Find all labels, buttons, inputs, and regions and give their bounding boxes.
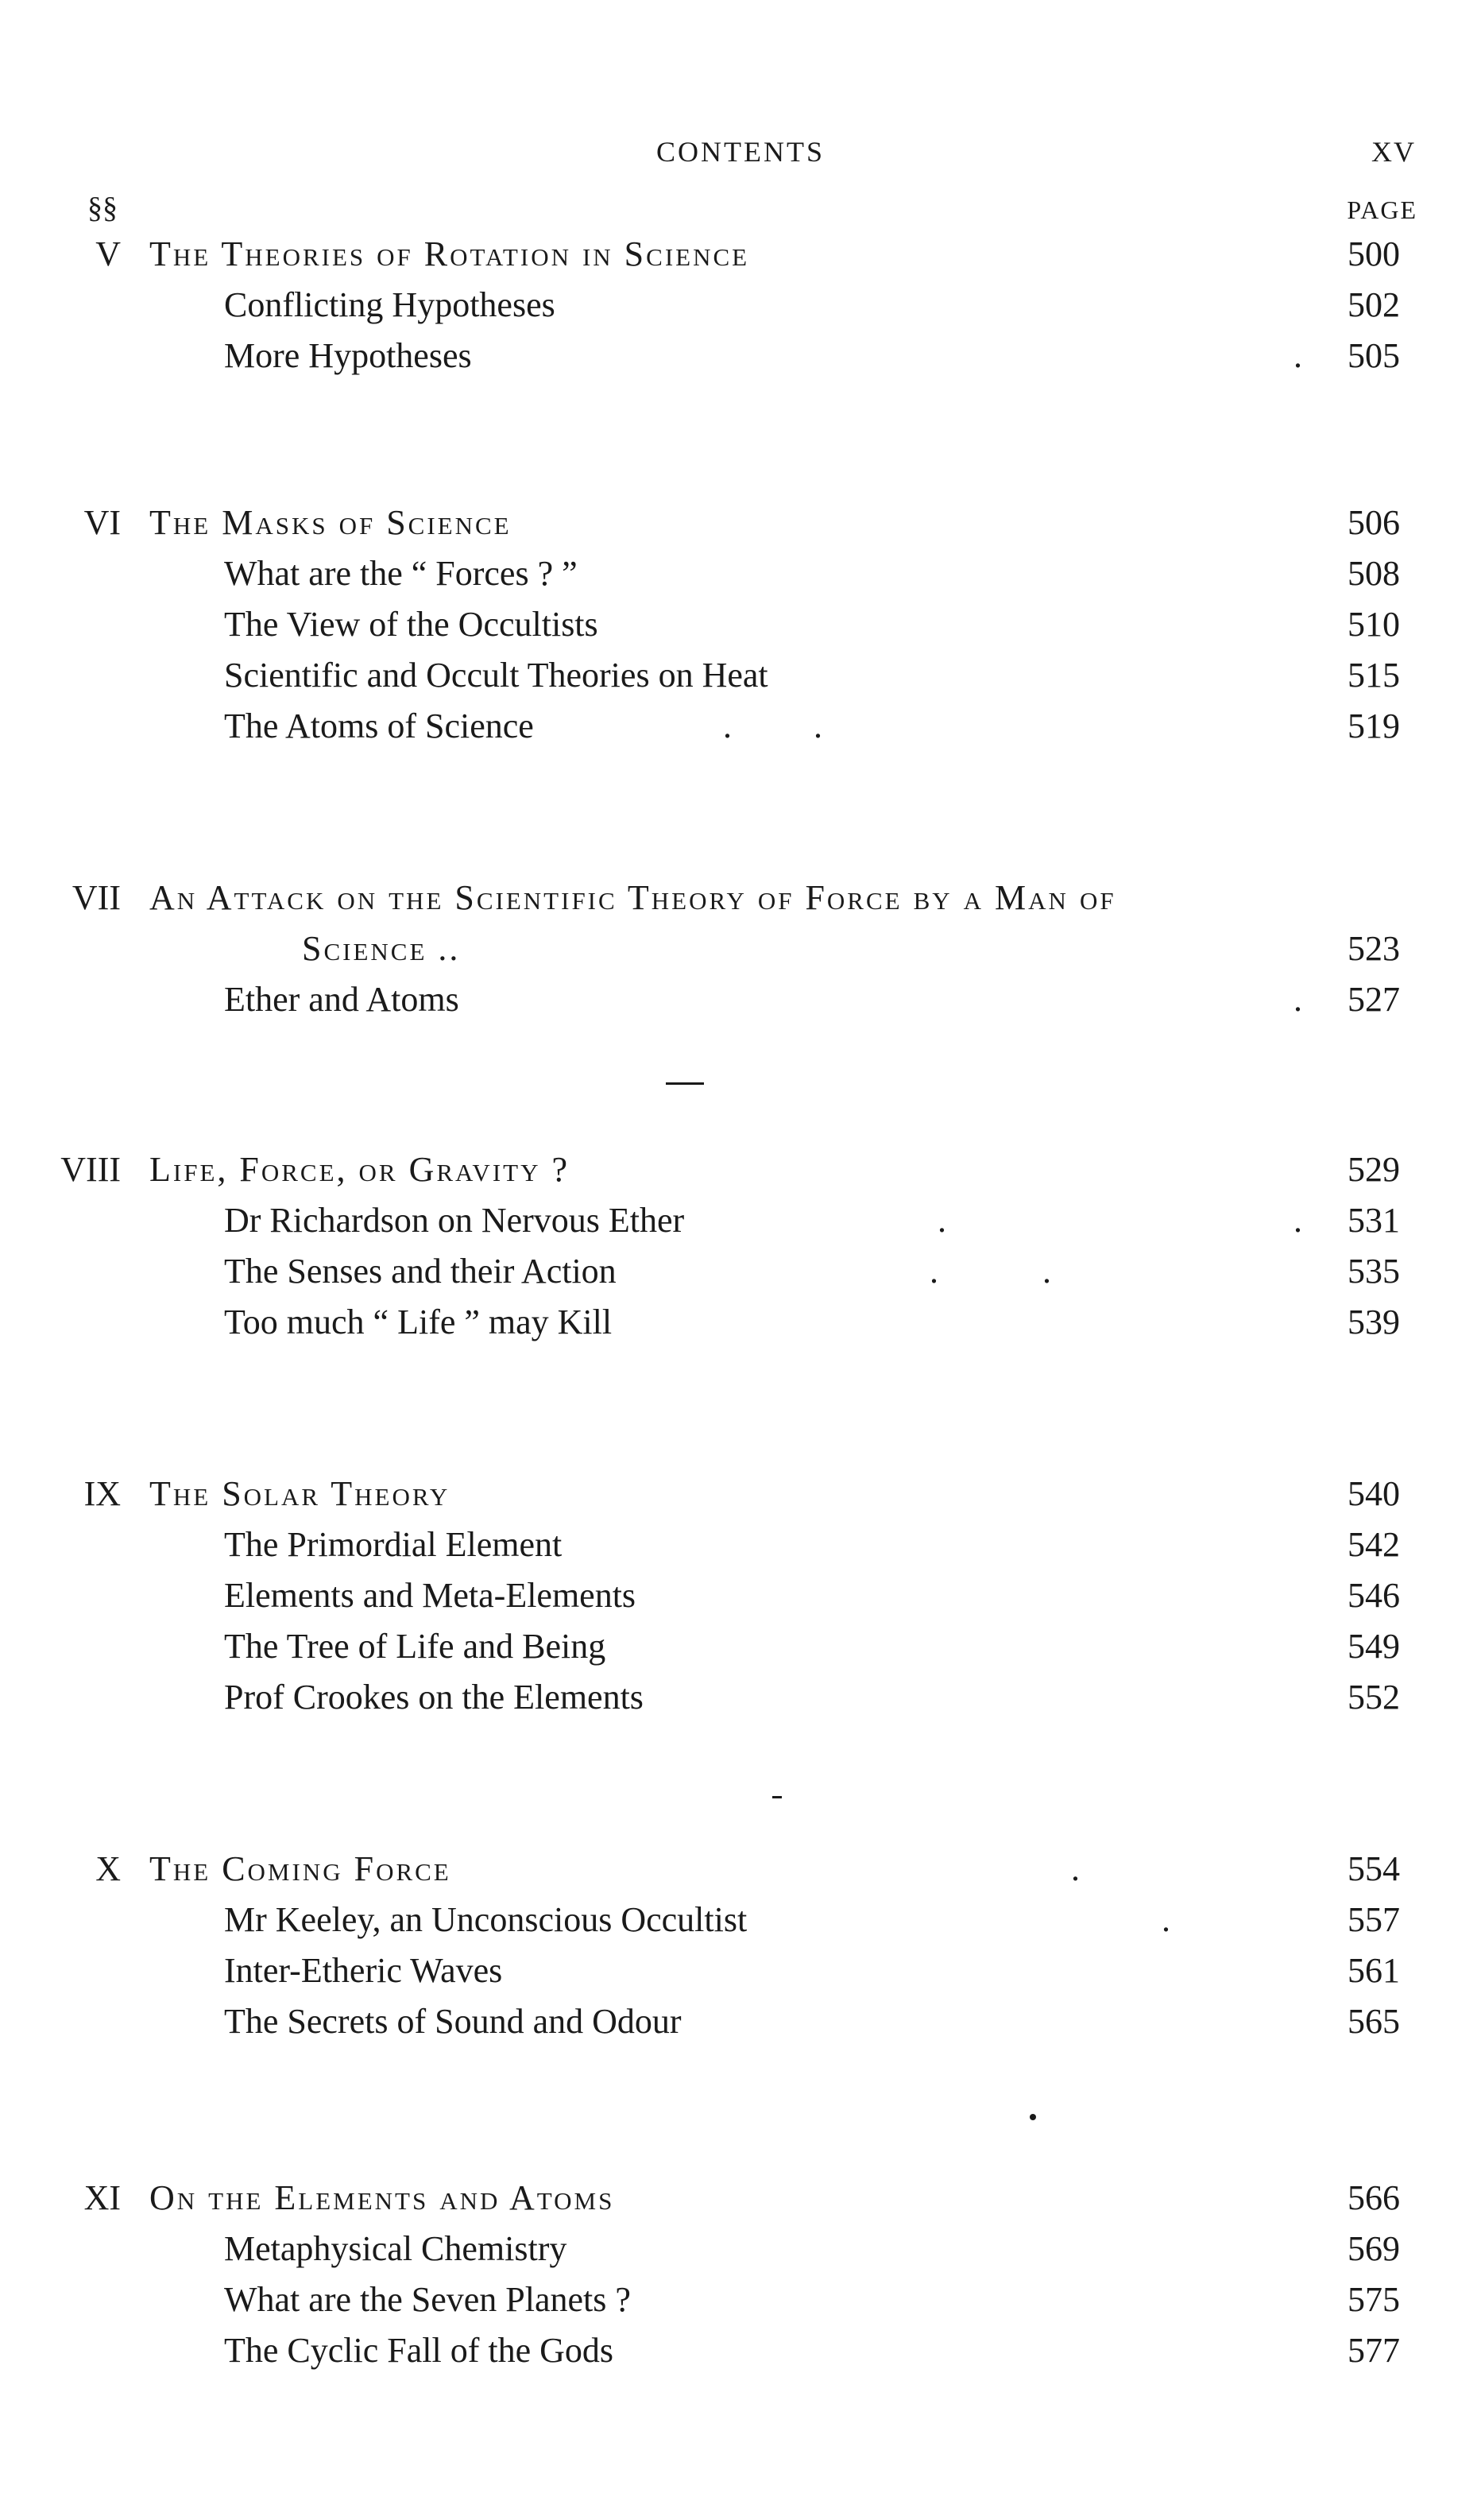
chapter-title: An Attack on the Scientific Theory of Force by a Man of xyxy=(149,878,1116,917)
leader-dot: . xyxy=(930,1252,938,1291)
page-number: 500 xyxy=(1348,234,1400,273)
entry-row xyxy=(0,2327,1481,2375)
page-number: 539 xyxy=(1348,1303,1400,1341)
leader-dot: . xyxy=(1293,1201,1302,1240)
page-number: 575 xyxy=(1348,2280,1400,2319)
page-folio: XV xyxy=(1371,136,1416,168)
entry-title: Metaphysical Chemistry xyxy=(224,2229,567,2268)
chapter-numeral: X xyxy=(95,1849,121,1888)
entry-row xyxy=(0,652,1481,699)
entry-row xyxy=(0,601,1481,648)
page-number: 565 xyxy=(1348,2002,1400,2041)
entry-title: The Secrets of Sound and Odour xyxy=(224,2002,682,2041)
entry-row xyxy=(0,550,1481,598)
page-number: 557 xyxy=(1348,1900,1400,1939)
entry-row xyxy=(0,1947,1481,1995)
chapter-row-vi xyxy=(0,499,1481,547)
entry-title: Too much “ Life ” may Kill xyxy=(224,1303,613,1341)
leader-dot: . xyxy=(938,1201,946,1240)
chapter-numeral: IX xyxy=(83,1474,121,1513)
chapter-title: The Theories of Rotation in Science xyxy=(149,234,750,273)
entry-row xyxy=(0,281,1481,329)
page-number: 554 xyxy=(1348,1849,1400,1888)
page-number: 546 xyxy=(1348,1576,1400,1615)
entry-title: Mr Keeley, an Unconscious Occultist xyxy=(224,1900,748,1939)
entry-title: More Hypotheses xyxy=(224,336,472,375)
page-number: 552 xyxy=(1348,1678,1400,1717)
leader-dot: . xyxy=(814,706,822,745)
leader-dot: . xyxy=(723,706,732,745)
entry-title: Conflicting Hypotheses xyxy=(224,285,555,324)
entry-title: Scientific and Occult Theories on Heat xyxy=(224,656,768,695)
chapter-row-v xyxy=(0,230,1481,278)
chapter-title: The Solar Theory xyxy=(149,1474,450,1513)
entry-row xyxy=(0,976,1481,1024)
page-number: 540 xyxy=(1348,1474,1400,1513)
entry-title: Dr Richardson on Nervous Ether xyxy=(224,1201,685,1240)
chapter-numeral: VI xyxy=(83,503,121,542)
chapter-numeral: V xyxy=(95,234,121,273)
page-number: 508 xyxy=(1348,554,1400,593)
leader-dot: . xyxy=(1293,336,1302,375)
section-divider xyxy=(1030,2114,1036,2120)
entry-title: Prof Crookes on the Elements xyxy=(224,1678,644,1717)
page-number: 523 xyxy=(1348,929,1400,968)
chapter-row-x xyxy=(0,1845,1481,1893)
page-number: 505 xyxy=(1348,336,1400,375)
leader-dot: . xyxy=(1042,1252,1051,1291)
entry-row xyxy=(0,2225,1481,2273)
leader-dot: . xyxy=(1293,980,1302,1019)
page-number: 519 xyxy=(1348,706,1400,745)
page-header xyxy=(0,135,1481,183)
chapter-numeral: XI xyxy=(83,2178,121,2217)
entry-row xyxy=(0,1572,1481,1620)
page-number: 502 xyxy=(1348,285,1400,324)
leader-dot: . xyxy=(1162,1900,1170,1939)
page-number: 542 xyxy=(1348,1525,1400,1564)
page-number: 535 xyxy=(1348,1252,1400,1291)
page-number: 515 xyxy=(1348,656,1400,695)
chapter-title: On the Elements and Atoms xyxy=(149,2178,615,2217)
chapter-row-vii xyxy=(0,874,1481,922)
chapter-row-viii xyxy=(0,1146,1481,1194)
page-number: 527 xyxy=(1348,980,1400,1019)
entry-title: Ether and Atoms xyxy=(224,980,459,1019)
page-number: 569 xyxy=(1348,2229,1400,2268)
chapter-numeral: VIII xyxy=(60,1150,121,1189)
running-head: CONTENTS xyxy=(656,136,825,168)
entry-row xyxy=(0,1998,1481,2046)
entry-row xyxy=(0,1674,1481,1721)
chapter-row-ix xyxy=(0,1470,1481,1518)
entry-title: The View of the Occultists xyxy=(224,605,598,644)
entry-title: What are the Seven Planets ? xyxy=(224,2280,631,2319)
chapter-title: The Coming Force xyxy=(149,1849,451,1888)
entry-row xyxy=(0,2276,1481,2324)
page-number: 510 xyxy=(1348,605,1400,644)
leader-dot: . xyxy=(1071,1849,1080,1888)
entry-row xyxy=(0,1521,1481,1569)
chapter-numeral: VII xyxy=(72,878,121,917)
entry-row xyxy=(0,1248,1481,1295)
section-sign-heading: §§ xyxy=(87,192,118,225)
entry-title: What are the “ Forces ? ” xyxy=(224,554,578,593)
entry-title: Elements and Meta-Elements xyxy=(224,1576,636,1615)
chapter-title: Life, Force, or Gravity ? xyxy=(149,1150,570,1189)
entry-row xyxy=(0,332,1481,380)
chapter-row-xi xyxy=(0,2174,1481,2222)
chapter-row-vii-continued xyxy=(0,925,1481,973)
chapter-title-continued: Science .. xyxy=(302,929,461,968)
chapter-title: The Masks of Science xyxy=(149,503,512,542)
entry-row xyxy=(0,1896,1481,1944)
entry-row xyxy=(0,703,1481,750)
entry-row xyxy=(0,1299,1481,1346)
page-number: 561 xyxy=(1348,1951,1400,1990)
entry-title: The Tree of Life and Being xyxy=(224,1627,606,1666)
column-headings xyxy=(0,191,1481,230)
entry-title: The Cyclic Fall of the Gods xyxy=(224,2331,614,2370)
page-number: 577 xyxy=(1348,2331,1400,2370)
page-column-heading: PAGE xyxy=(1347,195,1417,224)
page-number: 566 xyxy=(1348,2178,1400,2217)
section-divider xyxy=(666,1082,704,1085)
entry-row xyxy=(0,1623,1481,1670)
page-number: 506 xyxy=(1348,503,1400,542)
entry-title: The Senses and their Action xyxy=(224,1252,617,1291)
page-number: 529 xyxy=(1348,1150,1400,1189)
entry-title: The Primordial Element xyxy=(224,1525,563,1564)
entry-row xyxy=(0,1197,1481,1245)
page-number: 549 xyxy=(1348,1627,1400,1666)
entry-title: The Atoms of Science xyxy=(224,706,534,745)
page-number: 531 xyxy=(1348,1201,1400,1240)
entry-title: Inter-Etheric Waves xyxy=(224,1951,503,1990)
section-divider xyxy=(772,1796,782,1798)
